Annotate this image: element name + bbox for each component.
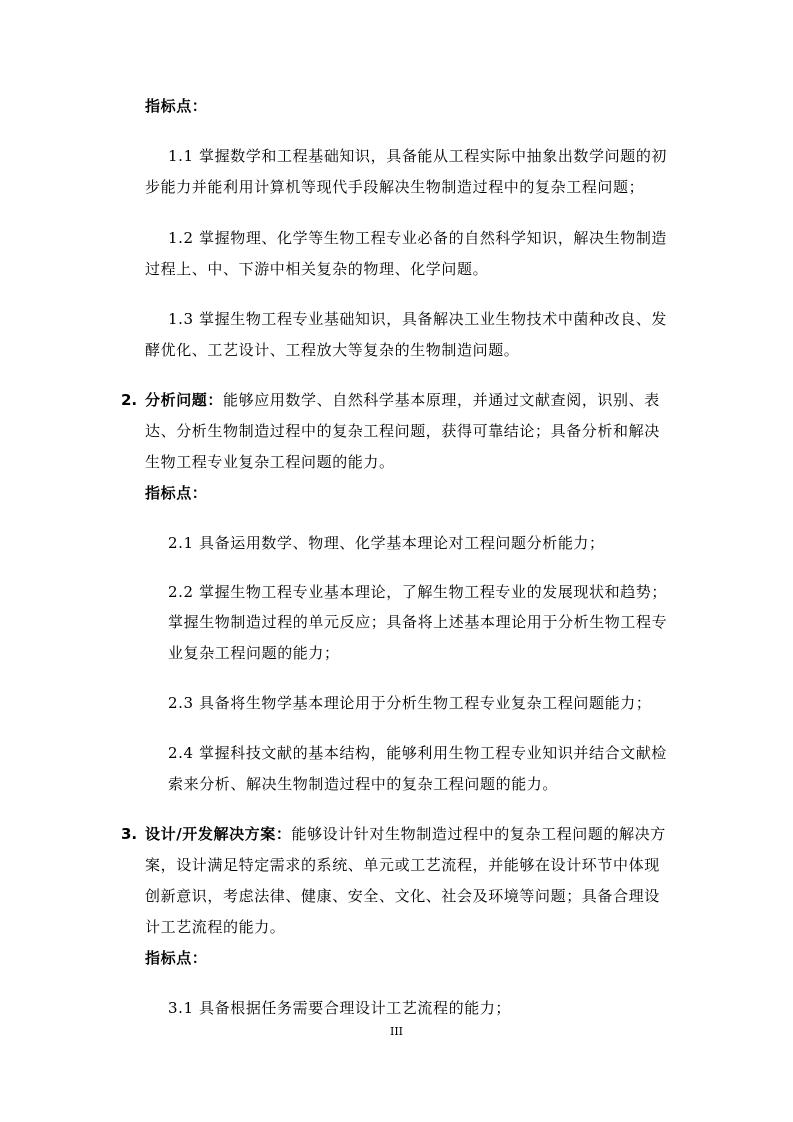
- indicator-2-4-line-1: 2.4 掌握科技文献的基本结构，能够利用生物工程专业知识并结合文献检: [168, 744, 668, 762]
- section-2-text-1: 能够应用数学、自然科学基本原理，并通过文献查阅，识别、表: [223, 391, 660, 409]
- indicator-2-2-line-3: 业复杂工程问题的能力；: [168, 644, 340, 662]
- section-2-title: 分析问题：: [145, 391, 224, 409]
- indicator-label: 指标点：: [145, 484, 208, 502]
- indicator-2-3-line-1: 2.3 具备将生物学基本理论用于分析生物工程专业复杂工程问题能力；: [168, 694, 652, 712]
- indicator-1-1-line-2: 步能力并能利用计算机等现代手段解决生物制造过程中的复杂工程问题；: [145, 178, 645, 196]
- indicator-1-3-line-1: 1.3 掌握生物工程专业基础知识，具备解决工业生物技术中菌种改良、发: [168, 310, 668, 328]
- indicator-1-2-line-2: 过程上、中、下游中相关复杂的物理、化学问题。: [145, 260, 489, 278]
- section-2-paragraph-line-1: [145, 390, 660, 410]
- indicator-2-4-line-2: 索来分析、解决生物制造过程中的复杂工程问题的能力。: [168, 775, 559, 793]
- section-3-paragraph-line-2: 案，设计满足特定需求的系统、单元或工艺流程，并能够在设计环节中体现: [145, 856, 660, 874]
- indicator-2-2-line-1: 2.2 掌握生物工程专业基本理论，了解生物工程专业的发展现状和趋势；: [168, 583, 668, 601]
- indicator-1-3-line-2: 酵优化、工艺设计、工程放大等复杂的生物制造问题。: [145, 341, 520, 359]
- section-2-paragraph-line-3: 生物工程专业复杂工程问题的能力。: [145, 453, 395, 471]
- section-3-text-1: 能够设计针对生物制造过程中的复杂工程问题的解决方: [291, 825, 666, 843]
- section-3-title: 设计/开发解决方案：: [145, 825, 292, 843]
- section-3-paragraph-line-3: 创新意识，考虑法律、健康、安全、文化、社会及环境等问题；具备合理设: [145, 887, 660, 905]
- indicator-2-2-line-2: 掌握生物制造过程的单元反应；具备将上述基本理论用于分析生物工程专: [168, 613, 668, 631]
- indicator-2-1-line-1: 2.1 具备运用数学、物理、化学基本理论对工程问题分析能力；: [168, 534, 605, 552]
- section-2-paragraph-line-2: 达、分析生物制造过程中的复杂工程问题，获得可靠结论；具备分析和解决: [145, 422, 660, 440]
- section-2-number: 2.: [121, 391, 138, 409]
- indicator-1-1-line-1: 1.1 掌握数学和工程基础知识，具备能从工程实际中抽象出数学问题的初: [168, 147, 668, 165]
- indicator-1-2-line-1: 1.2 掌握物理、化学等生物工程专业必备的自然科学知识，解决生物制造: [168, 229, 668, 247]
- indicator-3-1-line-1: 3.1 具备根据任务需要合理设计工艺流程的能力；: [168, 999, 512, 1017]
- page-number: III: [389, 1025, 404, 1038]
- section-3-number: 3.: [121, 825, 138, 843]
- section-3-paragraph-line-1: [145, 824, 666, 844]
- indicator-label: 指标点：: [145, 97, 208, 115]
- indicator-label: 指标点：: [145, 949, 208, 967]
- section-3-paragraph-line-4: 计工艺流程的能力。: [145, 918, 286, 936]
